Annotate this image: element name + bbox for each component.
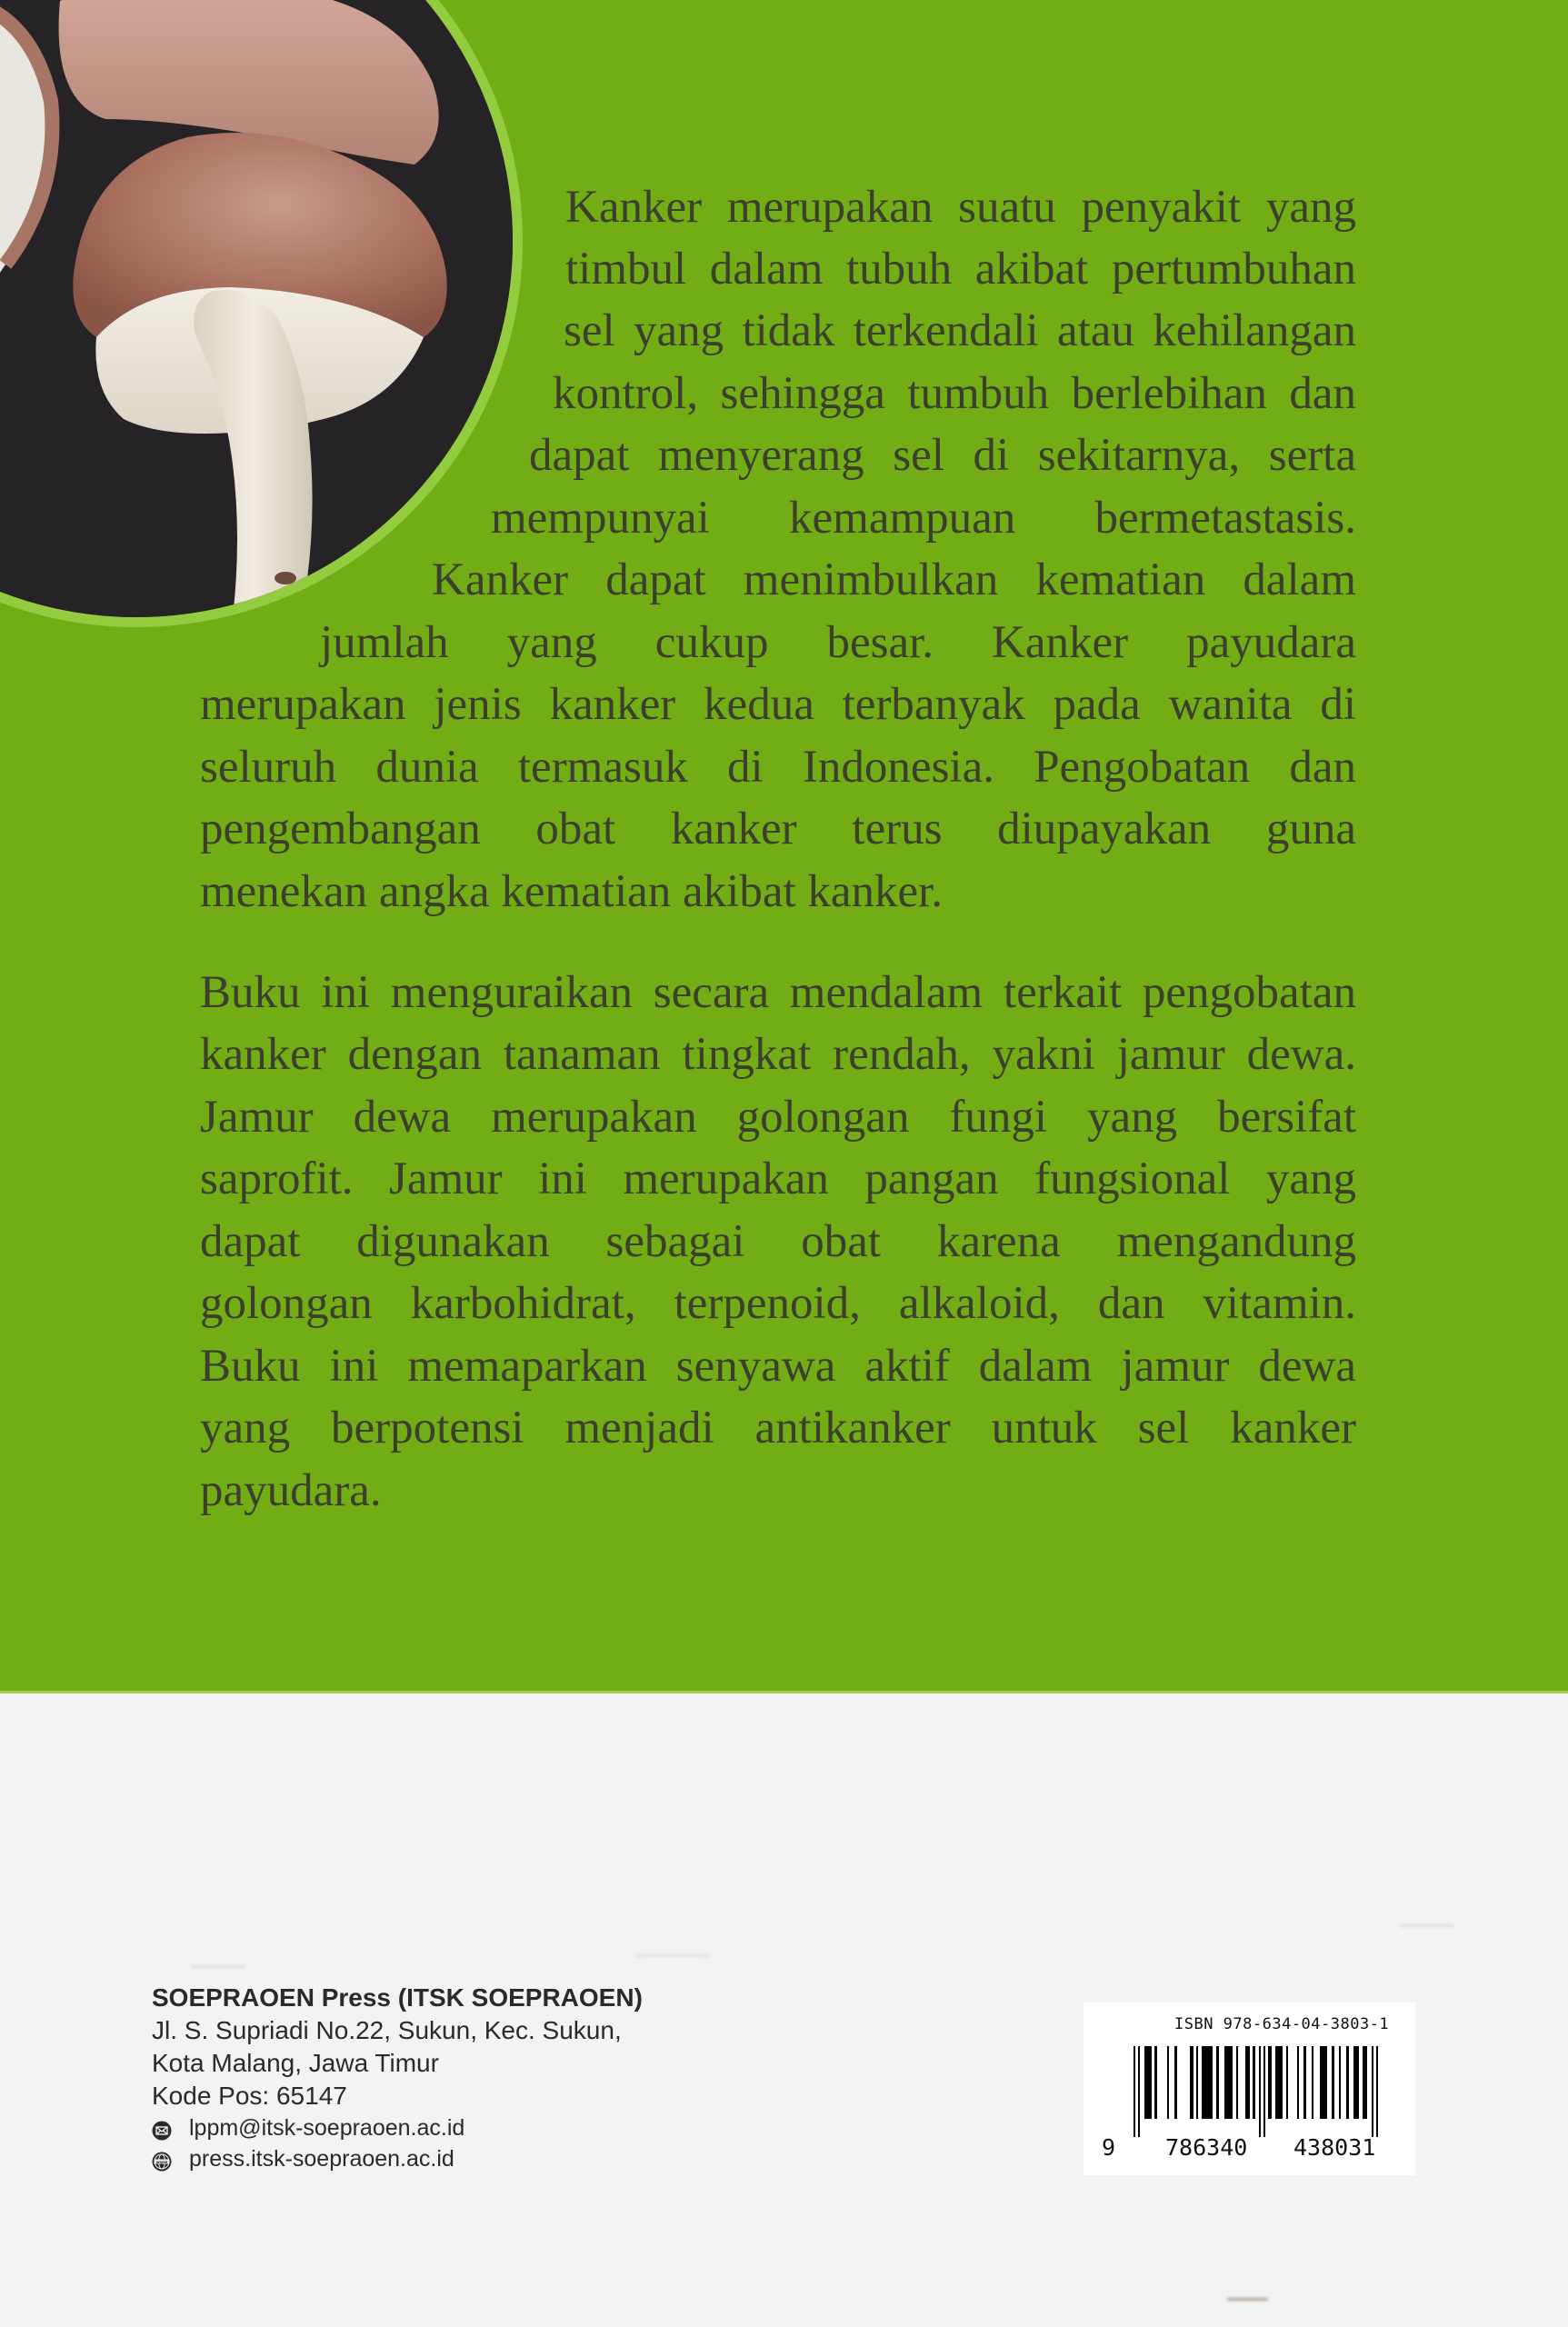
paper-texture: [1400, 1924, 1454, 1927]
publisher-email-row: [152, 2112, 643, 2143]
mushroom-illustration: [0, 0, 513, 617]
envelope-icon: [152, 2118, 172, 2138]
mushroom-photo: [0, 0, 523, 627]
barcode-digits-left: 786340: [1165, 2134, 1248, 2161]
isbn-barcode: [1084, 2002, 1415, 2175]
svg-text:www: www: [155, 2160, 168, 2165]
isbn-label: ISBN 978-634-04-3803-1: [1174, 2015, 1390, 2033]
blurb-line: merupakan jenis kanker kedua terbanyak pada wanita di: [200, 679, 1356, 730]
blurb-line: sel yang tidak terkendali atau kehilangan: [564, 305, 1356, 356]
publisher-website[interactable]: press.itsk-soepraoen.ac.id: [189, 2146, 454, 2172]
publisher-address-line1: Jl. S. Supriadi No.22, Sukun, Kec. Sukun,: [152, 2016, 622, 2044]
barcode-digit-first: 9: [1102, 2134, 1116, 2161]
blurb-line: kanker dengan tanaman tingkat rendah, yakni jamur dewa.: [200, 1029, 1356, 1080]
paper-texture: [1227, 2298, 1268, 2301]
publisher-website-row: [152, 2143, 643, 2174]
blurb-line: Jamur dewa merupakan golongan fungi yang bersifat: [200, 1092, 1356, 1143]
blurb-line: Kanker dapat menimbulkan kematian dalam: [432, 554, 1356, 605]
publisher-postal-code: Kode Pos: 65147: [152, 2082, 347, 2110]
blurb-line: golongan karbohidrat, terpenoid, alkaloid, dan vitamin.: [200, 1278, 1356, 1329]
blurb-line: Kanker merupakan suatu penyakit yang: [565, 182, 1356, 233]
blurb-line: menekan angka kematian akibat kanker.: [200, 866, 944, 917]
blurb-line: timbul dalam tubuh akibat pertumbuhan: [565, 244, 1356, 295]
blurb-line: mempunyai kemampuan bermetastasis.: [491, 493, 1356, 544]
blurb-line: seluruh dunia termasuk di Indonesia. Pengobatan dan: [200, 742, 1356, 793]
blurb-line: dapat menyerang sel di sekitarnya, serta: [529, 430, 1356, 481]
paper-texture: [636, 1954, 709, 1957]
publisher-email[interactable]: lppm@itsk-soepraoen.ac.id: [189, 2115, 465, 2141]
globe-www-icon: [152, 2149, 172, 2169]
paper-texture: [191, 1965, 245, 1968]
blurb-line: jumlah yang cukup besar. Kanker payudara: [320, 617, 1356, 668]
blurb-line: Buku ini menguraikan secara mendalam terkait pengobatan: [200, 967, 1356, 1018]
publisher-info: [152, 1982, 643, 2174]
blurb-line: kontrol, sehingga tumbuh berlebihan dan: [553, 368, 1356, 419]
blurb-line: payudara.: [200, 1465, 382, 1516]
blurb-line: saprofit. Jamur ini merupakan pangan fungsional yang: [200, 1154, 1356, 1204]
publisher-name: SOEPRAOEN Press (ITSK SOEPRAOEN): [152, 1983, 643, 2012]
blurb-line: Buku ini memaparkan senyawa aktif dalam jamur dewa: [200, 1341, 1356, 1392]
blurb-line: yang berpotensi menjadi antikanker untuk sel kanker: [200, 1403, 1356, 1453]
publisher-address-line2: Kota Malang, Jawa Timur: [152, 2049, 439, 2077]
blurb-line: pengembangan obat kanker terus diupayakan guna: [200, 804, 1356, 854]
blurb-line: dapat digunakan sebagai obat karena mengandung: [200, 1216, 1356, 1267]
barcode-digits-right: 438031: [1293, 2134, 1376, 2161]
